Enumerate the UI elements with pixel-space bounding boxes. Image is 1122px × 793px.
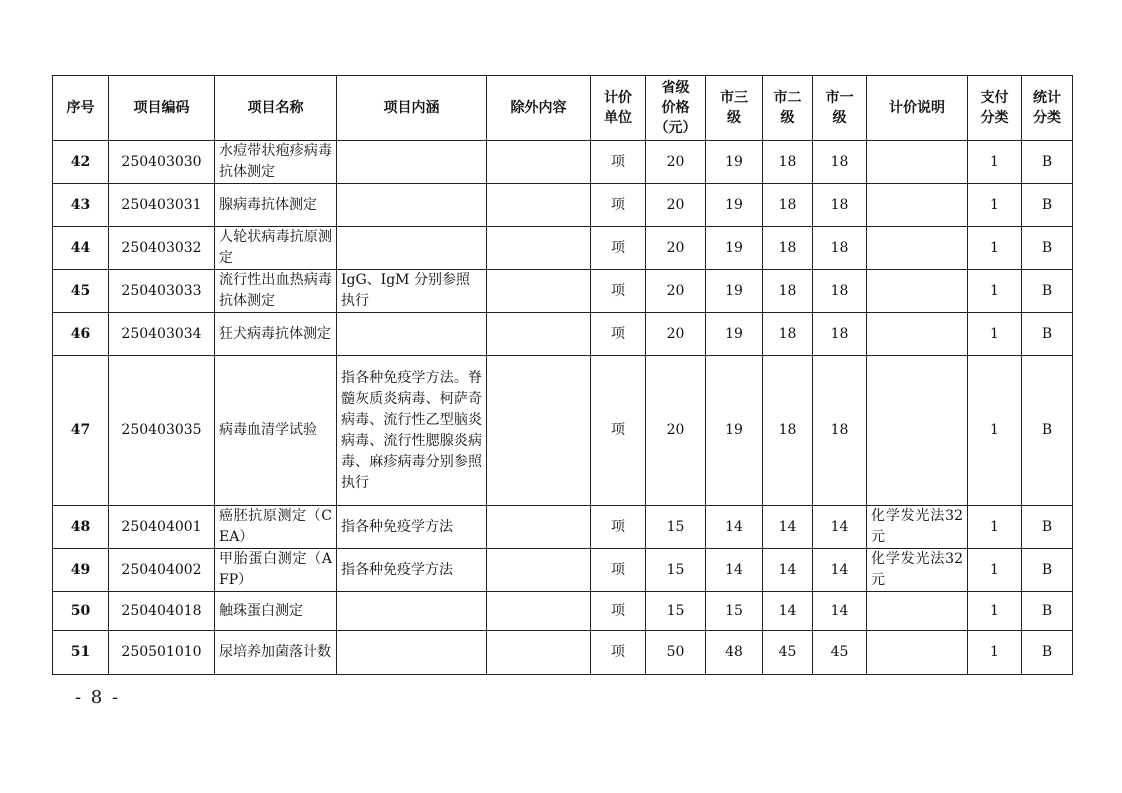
cell-pricing-note xyxy=(867,592,968,631)
cell-city1: 18 xyxy=(813,227,867,270)
cell-city3: 48 xyxy=(706,631,763,675)
cell-excluded xyxy=(487,227,591,270)
price-table xyxy=(52,75,1073,675)
table-row xyxy=(53,270,1073,313)
header-seq: 序号 xyxy=(53,76,109,141)
cell-city2: 14 xyxy=(763,506,813,549)
cell-pricing-note xyxy=(867,184,968,227)
table-row xyxy=(53,227,1073,270)
cell-excluded xyxy=(487,549,591,592)
cell-province-price: 20 xyxy=(646,313,706,356)
cell-pricing-note xyxy=(867,141,968,184)
cell-unit: 项 xyxy=(591,313,646,356)
header-name: 项目名称 xyxy=(215,76,337,141)
cell-name: 狂犬病毒抗体测定 xyxy=(215,313,337,356)
header-city3: 市三 级 xyxy=(706,76,763,141)
cell-city1: 18 xyxy=(813,141,867,184)
cell-code: 250501010 xyxy=(109,631,215,675)
cell-name: 水痘带状疱疹病毒抗体测定 xyxy=(215,141,337,184)
cell-stat-class: B xyxy=(1022,506,1073,549)
cell-name: 腺病毒抗体测定 xyxy=(215,184,337,227)
cell-stat-class: B xyxy=(1022,184,1073,227)
cell-code: 250403033 xyxy=(109,270,215,313)
cell-payment-class: 1 xyxy=(968,506,1022,549)
cell-unit: 项 xyxy=(591,506,646,549)
cell-province-price: 20 xyxy=(646,184,706,227)
cell-pricing-note: 化学发光法32元 xyxy=(867,549,968,592)
table-row xyxy=(53,549,1073,592)
cell-unit: 项 xyxy=(591,592,646,631)
header-city1: 市一 级 xyxy=(813,76,867,141)
cell-content xyxy=(337,631,487,675)
cell-code: 250403031 xyxy=(109,184,215,227)
cell-seq: 42 xyxy=(53,141,109,184)
cell-pricing-note xyxy=(867,227,968,270)
table-header xyxy=(53,76,1073,141)
cell-city2: 14 xyxy=(763,549,813,592)
cell-seq: 45 xyxy=(53,270,109,313)
cell-stat-class: B xyxy=(1022,592,1073,631)
cell-province-price: 20 xyxy=(646,356,706,506)
cell-code: 250403032 xyxy=(109,227,215,270)
cell-name: 癌胚抗原测定（CEA） xyxy=(215,506,337,549)
cell-city1: 45 xyxy=(813,631,867,675)
cell-seq: 43 xyxy=(53,184,109,227)
cell-seq: 47 xyxy=(53,356,109,506)
cell-code: 250403035 xyxy=(109,356,215,506)
cell-name: 甲胎蛋白测定（AFP） xyxy=(215,549,337,592)
cell-unit: 项 xyxy=(591,141,646,184)
cell-excluded xyxy=(487,631,591,675)
cell-name: 人轮状病毒抗原测定 xyxy=(215,227,337,270)
cell-payment-class: 1 xyxy=(968,592,1022,631)
cell-city1: 18 xyxy=(813,356,867,506)
cell-city2: 18 xyxy=(763,313,813,356)
cell-city3: 19 xyxy=(706,227,763,270)
cell-payment-class: 1 xyxy=(968,313,1022,356)
cell-pricing-note xyxy=(867,631,968,675)
cell-payment-class: 1 xyxy=(968,141,1022,184)
cell-province-price: 15 xyxy=(646,506,706,549)
header-excluded: 除外内容 xyxy=(487,76,591,141)
cell-content xyxy=(337,313,487,356)
cell-content xyxy=(337,227,487,270)
table-row xyxy=(53,356,1073,506)
cell-province-price: 15 xyxy=(646,592,706,631)
cell-excluded xyxy=(487,506,591,549)
header-row xyxy=(53,76,1073,141)
cell-excluded xyxy=(487,270,591,313)
cell-city3: 19 xyxy=(706,141,763,184)
table-row xyxy=(53,592,1073,631)
cell-unit: 项 xyxy=(591,184,646,227)
cell-code: 250404018 xyxy=(109,592,215,631)
cell-province-price: 20 xyxy=(646,141,706,184)
cell-city1: 14 xyxy=(813,592,867,631)
cell-name: 触珠蛋白测定 xyxy=(215,592,337,631)
cell-city1: 18 xyxy=(813,313,867,356)
cell-pricing-note: 化学发光法32元 xyxy=(867,506,968,549)
cell-city1: 14 xyxy=(813,506,867,549)
header-payment-class: 支付 分类 xyxy=(968,76,1022,141)
cell-content: IgG、IgM 分别参照执行 xyxy=(337,270,487,313)
cell-content xyxy=(337,592,487,631)
cell-city1: 18 xyxy=(813,184,867,227)
cell-payment-class: 1 xyxy=(968,631,1022,675)
cell-city2: 18 xyxy=(763,184,813,227)
cell-city2: 45 xyxy=(763,631,813,675)
cell-payment-class: 1 xyxy=(968,356,1022,506)
cell-payment-class: 1 xyxy=(968,549,1022,592)
cell-seq: 46 xyxy=(53,313,109,356)
table-row xyxy=(53,184,1073,227)
table-row xyxy=(53,506,1073,549)
cell-city2: 18 xyxy=(763,227,813,270)
table-row xyxy=(53,631,1073,675)
cell-excluded xyxy=(487,184,591,227)
header-province-price: 省级 价格 （元） xyxy=(646,76,706,141)
cell-city3: 19 xyxy=(706,356,763,506)
cell-unit: 项 xyxy=(591,549,646,592)
cell-province-price: 20 xyxy=(646,227,706,270)
cell-city3: 15 xyxy=(706,592,763,631)
cell-stat-class: B xyxy=(1022,356,1073,506)
cell-content: 指各种免疫学方法 xyxy=(337,506,487,549)
cell-stat-class: B xyxy=(1022,631,1073,675)
table-row xyxy=(53,141,1073,184)
cell-city3: 19 xyxy=(706,270,763,313)
cell-unit: 项 xyxy=(591,631,646,675)
cell-code: 250403030 xyxy=(109,141,215,184)
cell-pricing-note xyxy=(867,270,968,313)
cell-seq: 50 xyxy=(53,592,109,631)
cell-stat-class: B xyxy=(1022,270,1073,313)
cell-province-price: 20 xyxy=(646,270,706,313)
cell-stat-class: B xyxy=(1022,549,1073,592)
cell-city2: 18 xyxy=(763,356,813,506)
cell-city1: 14 xyxy=(813,549,867,592)
cell-content: 指各种免疫学方法。脊髓灰质炎病毒、柯萨奇病毒、流行性乙型脑炎病毒、流行性腮腺炎病毒、麻疹病毒分别参照执行 xyxy=(337,356,487,506)
cell-city2: 14 xyxy=(763,592,813,631)
cell-city3: 14 xyxy=(706,506,763,549)
cell-payment-class: 1 xyxy=(968,227,1022,270)
cell-province-price: 50 xyxy=(646,631,706,675)
header-code: 项目编码 xyxy=(109,76,215,141)
cell-name: 流行性出血热病毒抗体测定 xyxy=(215,270,337,313)
header-pricing-note: 计价说明 xyxy=(867,76,968,141)
cell-code: 250403034 xyxy=(109,313,215,356)
cell-unit: 项 xyxy=(591,356,646,506)
table-row xyxy=(53,313,1073,356)
cell-name: 病毒血清学试验 xyxy=(215,356,337,506)
cell-content: 指各种免疫学方法 xyxy=(337,549,487,592)
cell-excluded xyxy=(487,313,591,356)
cell-seq: 48 xyxy=(53,506,109,549)
cell-code: 250404002 xyxy=(109,549,215,592)
cell-seq: 49 xyxy=(53,549,109,592)
cell-city2: 18 xyxy=(763,270,813,313)
cell-payment-class: 1 xyxy=(968,184,1022,227)
page-number: - 8 - xyxy=(75,687,121,708)
header-city2: 市二 级 xyxy=(763,76,813,141)
cell-seq: 44 xyxy=(53,227,109,270)
header-content: 项目内涵 xyxy=(337,76,487,141)
header-unit: 计价 单位 xyxy=(591,76,646,141)
price-table-container xyxy=(52,75,1072,675)
table-body xyxy=(53,141,1073,675)
cell-excluded xyxy=(487,592,591,631)
cell-excluded xyxy=(487,141,591,184)
cell-city3: 19 xyxy=(706,313,763,356)
cell-pricing-note xyxy=(867,313,968,356)
cell-province-price: 15 xyxy=(646,549,706,592)
cell-name: 尿培养加菌落计数 xyxy=(215,631,337,675)
cell-content xyxy=(337,184,487,227)
cell-stat-class: B xyxy=(1022,227,1073,270)
cell-stat-class: B xyxy=(1022,313,1073,356)
header-stat-class: 统计 分类 xyxy=(1022,76,1073,141)
cell-stat-class: B xyxy=(1022,141,1073,184)
cell-seq: 51 xyxy=(53,631,109,675)
cell-code: 250404001 xyxy=(109,506,215,549)
cell-unit: 项 xyxy=(591,227,646,270)
cell-pricing-note xyxy=(867,356,968,506)
cell-city3: 14 xyxy=(706,549,763,592)
cell-payment-class: 1 xyxy=(968,270,1022,313)
cell-city3: 19 xyxy=(706,184,763,227)
cell-city1: 18 xyxy=(813,270,867,313)
cell-content xyxy=(337,141,487,184)
cell-excluded xyxy=(487,356,591,506)
cell-unit: 项 xyxy=(591,270,646,313)
cell-city2: 18 xyxy=(763,141,813,184)
